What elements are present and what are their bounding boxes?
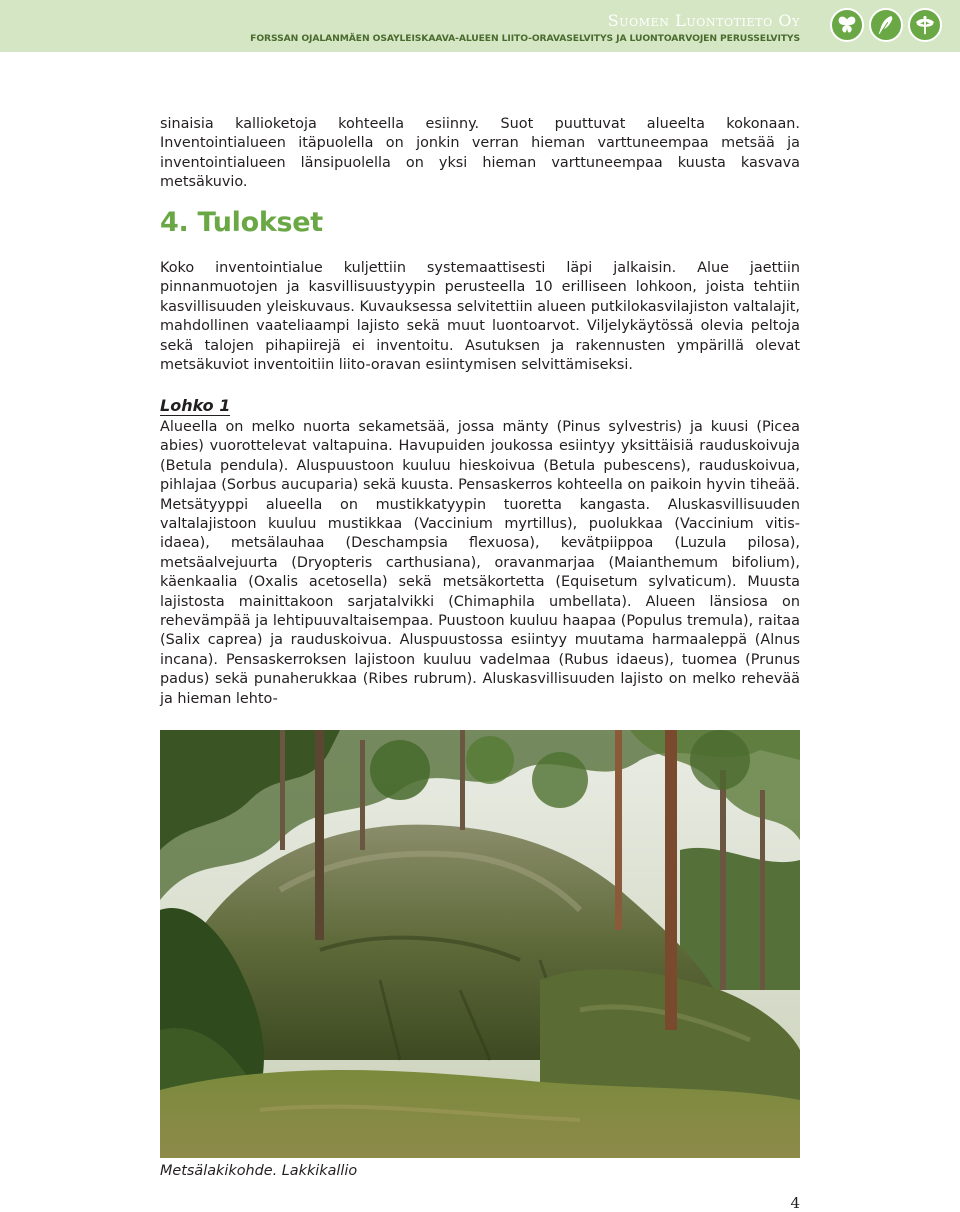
lohko-heading-text: Lohko 1 xyxy=(160,396,231,415)
forest-rock-photo xyxy=(160,730,800,1158)
dragonfly-icon xyxy=(908,8,942,42)
results-paragraph: Koko inventointialue kuljettiin systemaattisesti läpi jalkaisin. Alue jaettiin pinnanmuotojen ja kasvillisuustyypin perusteella 10 erilliseen lohkoon, joista tehtiin kasvillisuuden yleiskuvaus. Kuvauksessa selvitettiin alueen putkilokasvilajiston valtalajit, mahdollinen vaateliaampi lajisto sekä muut luontoarvot. Viljelykäytössä olevia peltoja sekä talojen pihapiirejä ei inventoitu. Asutuksen ja rakennusten ympärillä olevat metsäkuviot inventoitiin liito-oravan esiintymisen selvittämiseksi. xyxy=(160,260,800,374)
photo-illustration xyxy=(160,730,800,1158)
bird-feather-icon xyxy=(869,8,903,42)
section-heading: 4. Tulokset xyxy=(160,207,323,238)
page-header xyxy=(0,0,960,52)
photo-caption: Metsälakikohde. Lakkikallio xyxy=(160,1163,358,1179)
lohko-heading xyxy=(160,396,230,415)
lohko-paragraph: Alueella on melko nuorta sekametsää, jossa mänty (Pinus sylvestris) ja kuusi (Picea abies) vuorottelevat valtapuina. Havupuiden joukossa esiintyy yksittäisiä rauduskoivuja (Betula pendula). Aluspuustoon kuuluu hieskoivua (Betula pubescens), rauduskoivua, pihlajaa (Sorbus aucuparia) sekä kuusta. Pensaskerros kohteella on paikoin hyvin tiheää. Metsätyyppi alueella on mustikkatyypin tuoretta kangasta. Aluskasvillisuuden valtalajistoon kuuluu mustikkaa (Vaccinium myrtillus), puolukkaa (Vaccinium vitis-idaea), metsälauhaa (Deschampsia flexuosa), kevätpiippoa (Luzula pilosa), metsäalvejuurta (Dryopteris carthusiana), oravanmarjaa (Maianthemum bifolium), käenkaalia (Oxalis acetosella) sekä metsäkortetta (Equisetum sylvaticum). Muusta lajistosta mainittakoon sarjatalvikki (Chimaphila umbellata). Alueen länsiosa on rehevämpää ja lehtipuuvaltaisempaa. Puustoon kuuluu haapaa (Populus tremula), raitaa (Salix caprea) ja rauduskoivua. Aluspuustossa esiintyy muutama harmaaleppä (Alnus incana). Pensaskerroksen lajistoon kuuluu vadelmaa (Rubus idaeus), tuomea (Prunus padus) sekä punaherukkaa (Ribes rubrum). Aluskasvillisuuden lajisto on melko rehevää ja hieman lehto- xyxy=(160,419,800,707)
brand-name: Suomen Luontotieto Oy xyxy=(607,11,800,30)
report-subtitle: FORSSAN OJALANMÄEN OSAYLEISKAAVA-ALUEEN LIITO-ORAVASELVITYS JA LUONTOARVOJEN PERUSSELVITYS xyxy=(250,33,800,44)
butterfly-icon xyxy=(830,8,864,42)
page-number: 4 xyxy=(790,1194,800,1212)
intro-paragraph: sinaisia kallioketoja kohteella esiinny. Suot puuttuvat alueelta kokonaan. Inventointialueen itäpuolella on jonkin verran hieman varttuneempaa metsää ja inventointialueen länsipuolella on yksi hieman varttuneempaa kuusta kasvava metsäkuvio. xyxy=(160,116,800,191)
header-icons xyxy=(830,8,942,42)
